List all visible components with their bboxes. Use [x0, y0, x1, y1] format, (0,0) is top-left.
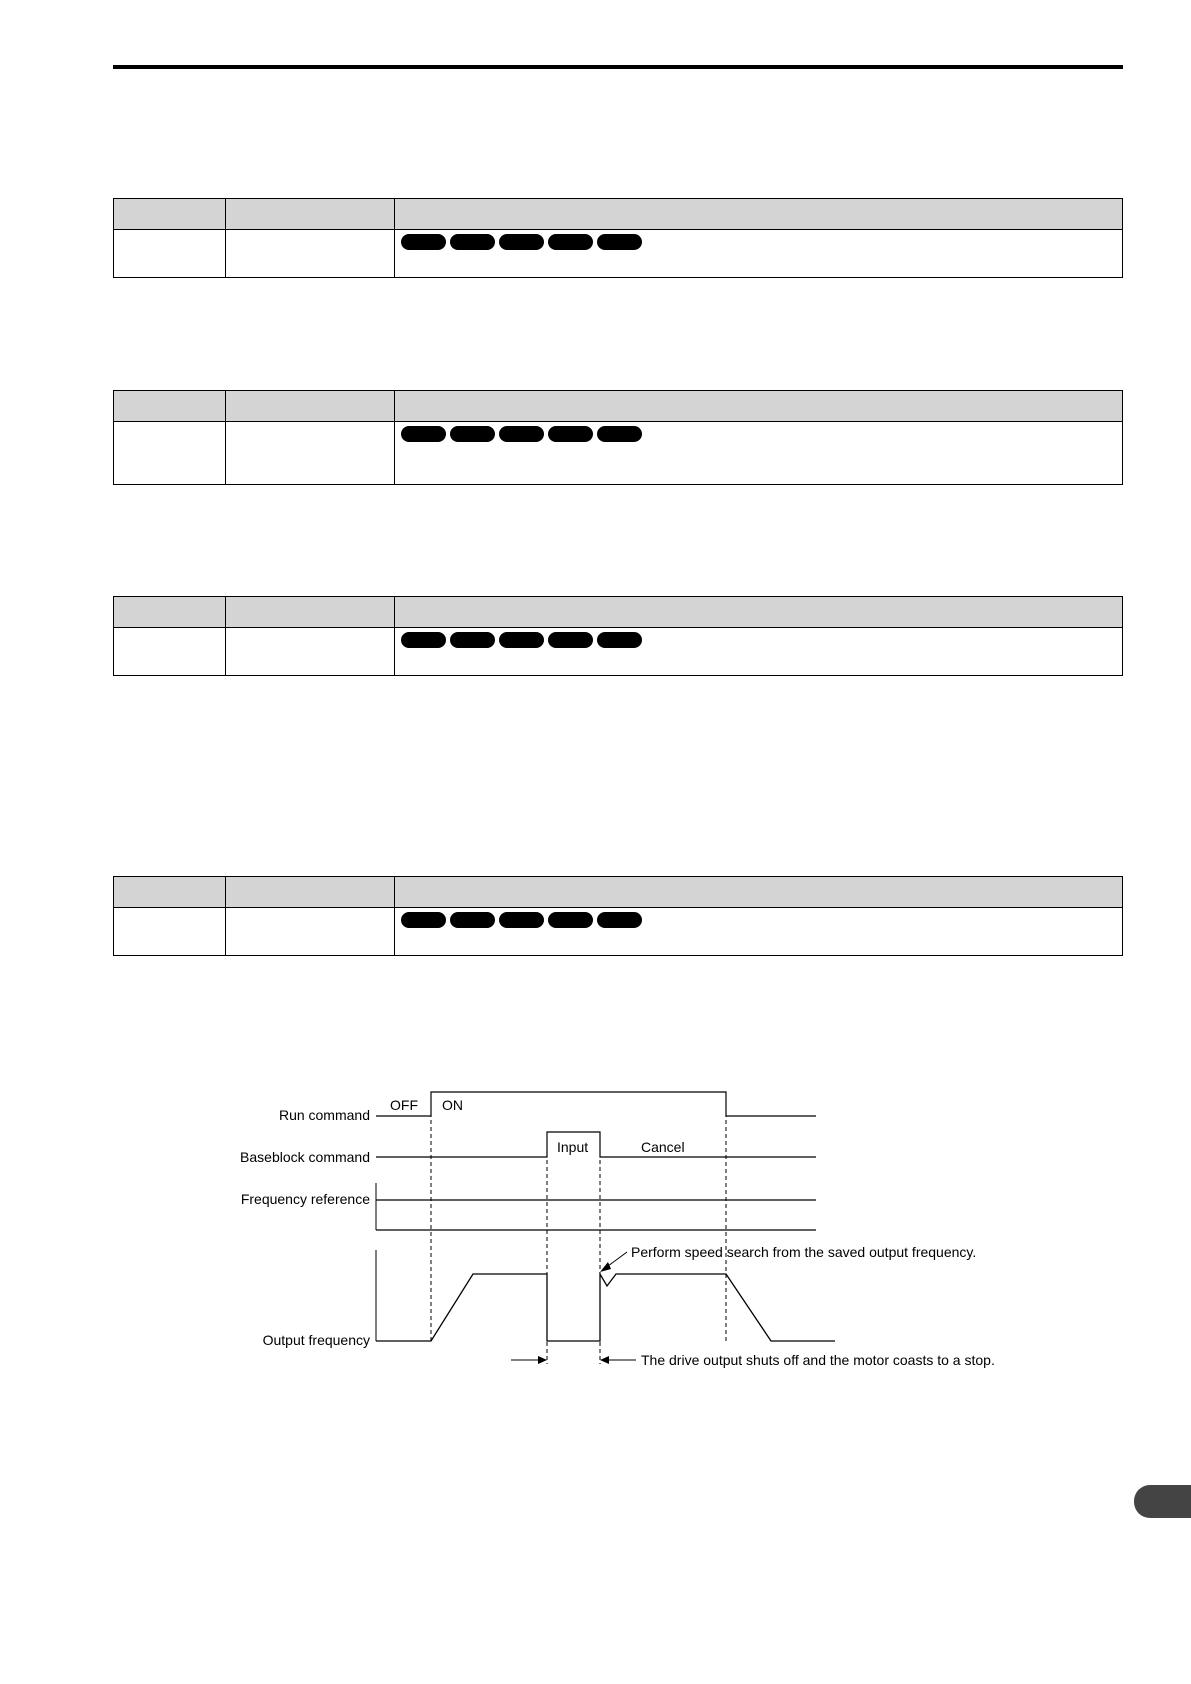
coast-arrowhead-left — [538, 1356, 547, 1364]
coast-stop-annotation: The drive output shuts off and the motor coasts to a stop. — [641, 1352, 995, 1368]
page-tab — [1134, 1485, 1191, 1518]
coast-arrowhead-right — [600, 1356, 609, 1364]
baseblock-cancel-label: Cancel — [641, 1139, 685, 1155]
run-command-label: Run command — [278, 1107, 370, 1123]
run-on-label: ON — [442, 1097, 463, 1113]
speed-search-arrowhead — [600, 1262, 611, 1272]
baseblock-input-label: Input — [557, 1139, 589, 1155]
baseblock-command-label: Baseblock command — [240, 1149, 370, 1165]
output-frequency-waveform — [376, 1274, 835, 1341]
baseblock-command-waveform — [376, 1132, 816, 1157]
speed-search-annotation: Perform speed search from the saved output frequency. — [631, 1244, 977, 1260]
run-off-label: OFF — [390, 1097, 418, 1113]
frequency-reference-label: Frequency reference — [240, 1191, 370, 1207]
output-frequency-label: Output frequency — [262, 1332, 370, 1348]
